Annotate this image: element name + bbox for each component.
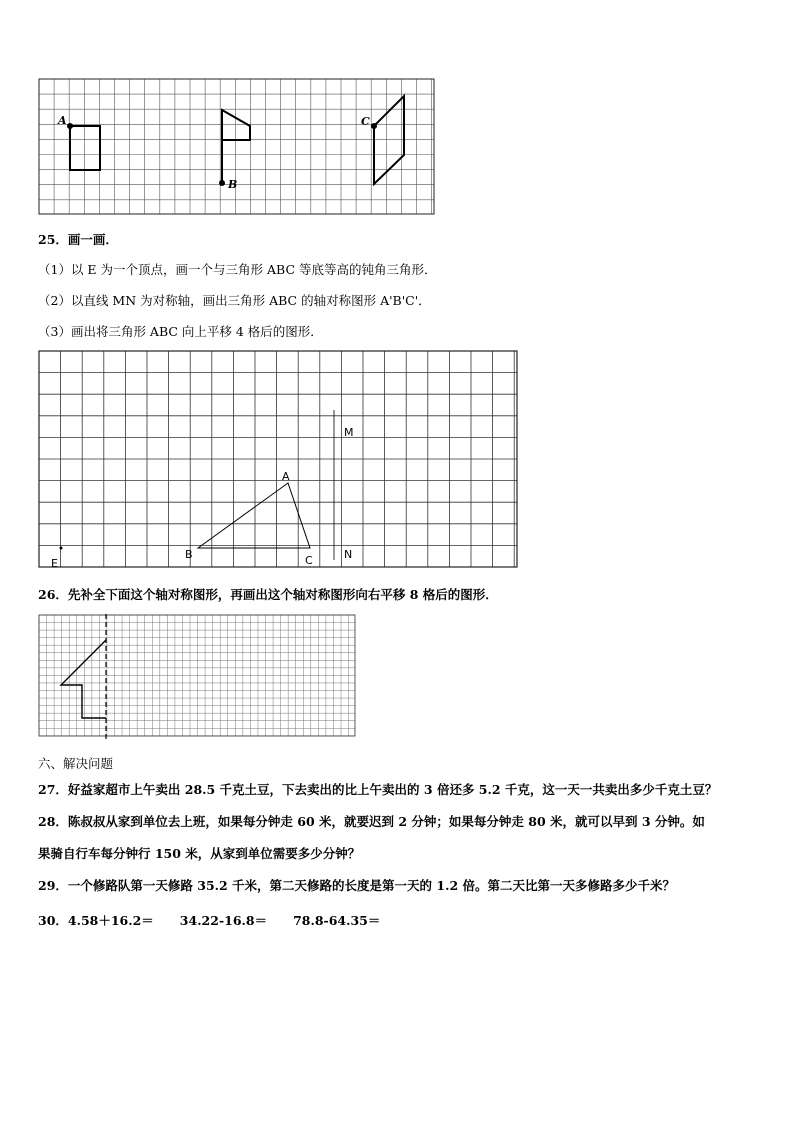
label-e: E bbox=[51, 557, 58, 570]
q30 bbox=[38, 911, 380, 929]
q28-line-2: 果骑自行车每分钟行 150 米，从家到单位需要多少分钟？ bbox=[38, 846, 361, 861]
q30-expr-3: 78.8-64.35＝ bbox=[293, 913, 381, 928]
label-a: A bbox=[282, 470, 290, 483]
label-n: N bbox=[344, 548, 353, 561]
point-e bbox=[60, 547, 63, 550]
flag-shape bbox=[222, 110, 250, 183]
label-c: C bbox=[305, 554, 313, 567]
q25-item-3: （3）画出将三角形 ABC 向上平移 4 格后的图形． bbox=[38, 324, 323, 339]
rectangle-shape bbox=[70, 126, 100, 170]
q30-number: 30． bbox=[38, 913, 68, 928]
q25-item-2: （2）以直线 MN 为对称轴，画出三角形 ABC 的轴对称图形 A'B'C'． bbox=[38, 293, 431, 308]
grid-lines bbox=[39, 351, 517, 567]
figure-shapes-grid bbox=[38, 78, 436, 218]
label-c: C bbox=[361, 115, 370, 128]
q26-text: 26．先补全下面这个轴对称图形，再画出这个轴对称图形向右平移 8 格后的图形． bbox=[38, 587, 498, 602]
q25-item-1: （1）以 E 为一个顶点，画一个与三角形 ABC 等底等高的钝角三角形． bbox=[38, 262, 437, 277]
q27-text: 27．好益家超市上午卖出 28.5 千克土豆，下去卖出的比上午卖出的 3 倍还多 5.2 千克，这一天一共卖出多少千克土豆？ bbox=[38, 782, 718, 797]
figure-q25-grid bbox=[38, 350, 520, 570]
label-m: M bbox=[344, 426, 354, 439]
q30-expr-2: 34.22-16.8＝ bbox=[179, 913, 268, 928]
q25-title: 25．画一画． bbox=[38, 232, 118, 247]
label-a: A bbox=[58, 114, 67, 127]
triangle-abc bbox=[198, 483, 310, 548]
q30-expr-1: 4.58＋16.2＝ bbox=[67, 913, 154, 928]
section-6-title: 六、解决问题 bbox=[38, 756, 114, 771]
label-b: B bbox=[185, 548, 193, 561]
point-a bbox=[67, 123, 73, 129]
figure-q26-grid bbox=[38, 614, 358, 740]
point-b bbox=[219, 180, 225, 186]
q29-text: 29．一个修路队第一天修路 35.2 千米，第二天修路的长度是第一天的 1.2 倍。第二天比第一天多修路多少千米？ bbox=[38, 878, 675, 893]
q28-line-1: 28．陈叔叔从家到单位去上班，如果每分钟走 60 米，就要迟到 2 分钟；如果每分钟走 80 米，就可以早到 3 分钟。如 bbox=[38, 814, 705, 829]
point-c bbox=[371, 123, 377, 129]
label-b: B bbox=[228, 178, 238, 191]
